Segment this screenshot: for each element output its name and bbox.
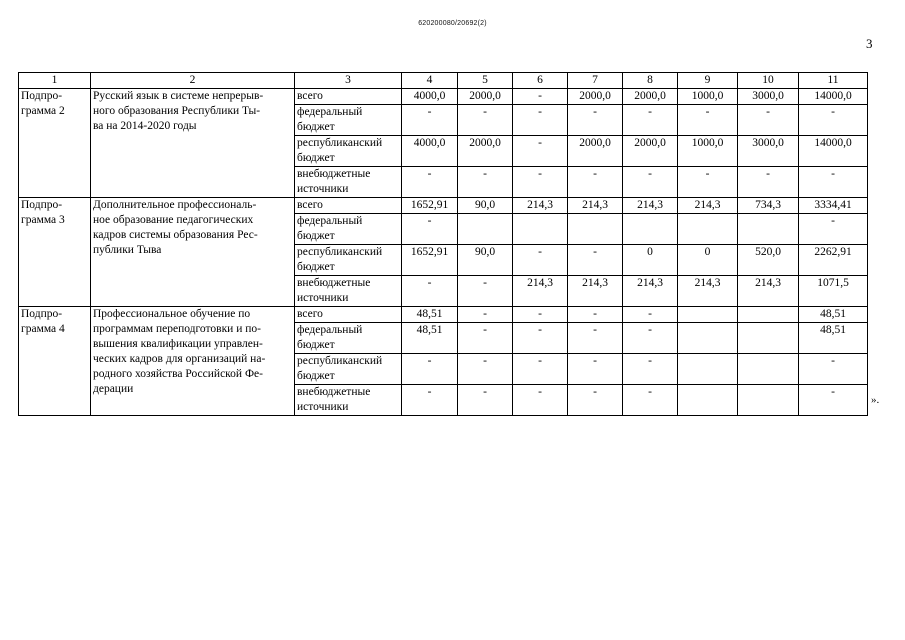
page-number: 3 [866,36,873,51]
column-number-header: 9 [678,73,738,89]
amount-cell: - [623,306,678,322]
amount-cell: 214,3 [513,275,568,306]
amount-cell: 214,3 [678,275,738,306]
table-row [19,306,868,322]
funding-source [295,322,402,353]
funding-source-line: внебюджетные [297,276,371,289]
amount-cell: 0 [678,244,738,275]
funding-source-line: республиканский [297,136,383,149]
amount-cell: - [623,166,678,197]
column-number-header: 5 [458,73,513,89]
funding-source-line: всего [297,307,323,320]
amount-cell: - [799,384,868,415]
amount-cell: - [402,384,458,415]
amount-cell [513,213,568,244]
subprogram-label-line: Подпро- [21,307,63,320]
funding-source [295,275,402,306]
amount-cell: - [402,353,458,384]
amount-cell: - [513,135,568,166]
column-number-header: 3 [295,73,402,89]
subprogram-description-line: ва на 2014-2020 годы [93,119,197,132]
amount-cell: - [513,88,568,104]
subprogram-description-line: Русский язык в системе непрерыв- [93,89,264,102]
amount-cell [678,353,738,384]
funding-source [295,384,402,415]
subprogram-label-line: Подпро- [21,198,63,211]
funding-source-line: всего [297,198,323,211]
amount-cell: 1652,91 [402,244,458,275]
amount-cell: 48,51 [402,306,458,322]
subprogram-description [91,306,295,415]
amount-cell: - [623,353,678,384]
subprogram-label-line: грамма 2 [21,104,65,117]
funding-source-line: республиканский [297,245,383,258]
document-id: 620200080/20692(2) [418,20,487,27]
column-number-header: 4 [402,73,458,89]
column-number-header: 6 [513,73,568,89]
amount-cell: 2000,0 [458,135,513,166]
funding-source-line: бюджет [297,120,335,133]
amount-cell: 214,3 [623,275,678,306]
subprogram-label [19,88,91,197]
amount-cell: 4000,0 [402,135,458,166]
amount-cell [738,306,799,322]
funding-source-line: бюджет [297,338,335,351]
amount-cell: 214,3 [568,275,623,306]
subprogram-description-line: дерации [93,382,134,395]
amount-cell: 2000,0 [623,88,678,104]
amount-cell: 214,3 [513,197,568,213]
amount-cell: - [568,104,623,135]
amount-cell: - [568,384,623,415]
amount-cell: - [799,213,868,244]
funding-source-line: республиканский [297,354,383,367]
amount-cell: - [568,306,623,322]
amount-cell: - [623,104,678,135]
subprogram-description-line: ческих кадров для организаций на- [93,352,266,365]
subprogram-description-line: ного образования Республики Ты- [93,104,261,117]
funding-source-line: федеральный [297,105,363,118]
amount-cell: 90,0 [458,244,513,275]
funding-source-line: источники [297,291,349,304]
funding-source [295,166,402,197]
budget-table [18,72,868,416]
amount-cell: - [458,104,513,135]
amount-cell [623,213,678,244]
amount-cell: 1000,0 [678,88,738,104]
amount-cell [678,384,738,415]
amount-cell: - [799,166,868,197]
subprogram-label [19,306,91,415]
amount-cell: - [458,306,513,322]
amount-cell: 2000,0 [568,135,623,166]
amount-cell: 2000,0 [568,88,623,104]
funding-source-line: бюджет [297,369,335,382]
amount-cell: - [458,322,513,353]
amount-cell: - [513,322,568,353]
amount-cell: - [513,244,568,275]
amount-cell: 90,0 [458,197,513,213]
amount-cell [568,213,623,244]
table-row [19,88,868,104]
amount-cell: 1071,5 [799,275,868,306]
subprogram-description-line: родного хозяйства Российской Фе- [93,367,263,380]
amount-cell: - [738,104,799,135]
funding-source [295,104,402,135]
subprogram-label [19,197,91,306]
amount-cell: - [458,166,513,197]
amount-cell: 214,3 [678,197,738,213]
funding-source-line: бюджет [297,151,335,164]
column-number-header: 2 [91,73,295,89]
column-number-header-row [19,73,868,89]
amount-cell: 214,3 [568,197,623,213]
subprogram-description-line: программам переподготовки и по- [93,322,261,335]
amount-cell: - [458,353,513,384]
funding-source [295,135,402,166]
amount-cell: 1652,91 [402,197,458,213]
amount-cell [738,384,799,415]
amount-cell: 3000,0 [738,135,799,166]
subprogram-description [91,197,295,306]
subprogram-description-line: Профессиональное обучение по [93,307,251,320]
amount-cell [738,322,799,353]
amount-cell [678,306,738,322]
funding-source-line: всего [297,89,323,102]
amount-cell: 48,51 [799,306,868,322]
amount-cell: - [458,275,513,306]
amount-cell: 214,3 [623,197,678,213]
amount-cell [738,353,799,384]
amount-cell: - [678,166,738,197]
subprogram-description-line: ное образование педагогических [93,213,254,226]
table-row [19,197,868,213]
funding-source-line: источники [297,182,349,195]
amount-cell: 1000,0 [678,135,738,166]
amount-cell: 520,0 [738,244,799,275]
amount-cell: - [513,384,568,415]
column-number-header: 7 [568,73,623,89]
subprogram-description-line: Дополнительное профессиональ- [93,198,257,211]
amount-cell [458,213,513,244]
subprogram-label-line: грамма 4 [21,322,65,335]
column-number-header: 8 [623,73,678,89]
funding-source-line: бюджет [297,229,335,242]
subprogram-description [91,88,295,197]
closing-quote-mark: ». [871,394,880,406]
amount-cell: - [568,322,623,353]
amount-cell: - [568,244,623,275]
amount-cell: - [799,353,868,384]
amount-cell: - [513,104,568,135]
amount-cell: - [402,166,458,197]
funding-source-line: федеральный [297,214,363,227]
column-number-header: 1 [19,73,91,89]
amount-cell [738,213,799,244]
subprogram-description-line: кадров системы образования Рес- [93,228,258,241]
amount-cell: 48,51 [799,322,868,353]
amount-cell: 3334,41 [799,197,868,213]
funding-source-line: бюджет [297,260,335,273]
amount-cell [678,322,738,353]
funding-source [295,353,402,384]
amount-cell: - [568,166,623,197]
amount-cell: 2000,0 [623,135,678,166]
funding-source-line: источники [297,400,349,413]
funding-source-line: внебюджетные [297,385,371,398]
funding-source [295,244,402,275]
amount-cell: 214,3 [738,275,799,306]
subprogram-description-line: публики Тыва [93,243,162,256]
amount-cell: - [513,166,568,197]
amount-cell: 734,3 [738,197,799,213]
amount-cell: - [513,306,568,322]
funding-source-line: внебюджетные [297,167,371,180]
funding-source [295,88,402,104]
amount-cell: - [623,384,678,415]
amount-cell: 0 [623,244,678,275]
amount-cell: 3000,0 [738,88,799,104]
amount-cell: 48,51 [402,322,458,353]
amount-cell: - [458,384,513,415]
funding-source [295,197,402,213]
amount-cell: - [738,166,799,197]
amount-cell: 4000,0 [402,88,458,104]
column-number-header: 10 [738,73,799,89]
subprogram-label-line: грамма 3 [21,213,65,226]
amount-cell: - [402,275,458,306]
funding-source [295,306,402,322]
amount-cell: - [513,353,568,384]
amount-cell: - [402,104,458,135]
amount-cell: 2000,0 [458,88,513,104]
amount-cell: - [623,322,678,353]
subprogram-label-line: Подпро- [21,89,63,102]
amount-cell: - [678,104,738,135]
amount-cell: - [799,104,868,135]
amount-cell: - [568,353,623,384]
funding-source [295,213,402,244]
subprogram-description-line: вышения квалификации управлен- [93,337,263,350]
amount-cell: 14000,0 [799,88,868,104]
column-number-header: 11 [799,73,868,89]
amount-cell: - [402,213,458,244]
amount-cell [678,213,738,244]
amount-cell: 2262,91 [799,244,868,275]
funding-source-line: федеральный [297,323,363,336]
amount-cell: 14000,0 [799,135,868,166]
